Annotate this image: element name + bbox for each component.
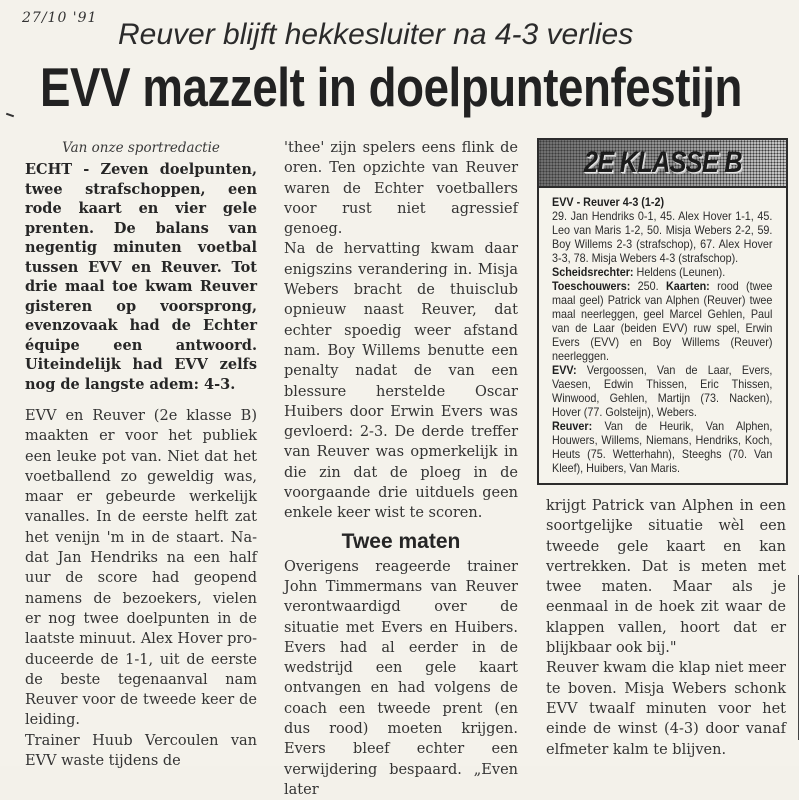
goal-list: 29. Jan Hendriks 0-1, 45. Alex Hover 1-1, 45. Leo van Maris 1-2, 50. Misja Webers 2-2, 59. Boy Willems 2-3 (strafschop), 67. Alex Hover 3-3, 78. Misja Webers 4-3 (strafschop).: [552, 210, 773, 265]
referee-label: Scheidsrechter:: [552, 266, 634, 279]
paragraph: Overigens reageerde trainer John Timmermans van Reuver verontwaardigd over de situatie met Evers en Huibers. Evers had al eerder in de wedstrijd een gele kaart ontvangen en had volgens de coach een tweede prent (en dus rood) moeten krijgen. Evers bleef echter een verwijdering bespaard. „Even later: [284, 558, 518, 798]
evv-lineup: Vergoossen, Van de Laar, Evers, Vaesen, Edwin Thissen, Eric Thissen, Winwood, Gehlen, Martijn (73. Nacken), Hover (77. Golsteijn), Webers.: [552, 364, 773, 419]
cards-value: rood (twee maal geel) Patrick van Alphen (Reuver) twee maal neerleggen, geel Marcel Gehlen, Paul van de Laar (beiden EVV) ruw spel, Erwin Evers (EVV) en Boy Willems (Reuver) neerleggen.: [552, 280, 773, 363]
box-header: [539, 140, 786, 188]
paragraph: Na de hervatting kwam daar enigszins verandering in. Misja Webers bracht de thuisclub opnieuw naast Reuver, dat echter spoedig weer afstand nam. Boy Willems benutte een penalty nadat de van een blessure herstelde Oscar Huibers door Erwin Evers was gevloerd: 2-3. De derde treffer van Reuver was opmerkelijk in die zin dat de ploeg in de voorgaande drie uitduels geen enkele keer wist te scoren.: [284, 241, 518, 522]
match-result: EVV - Reuver 4-3 (1-2): [552, 196, 665, 209]
cards-label: Kaarten:: [666, 280, 710, 293]
column-2: [284, 138, 518, 800]
referee-value: Heldens (Leunen).: [636, 266, 726, 279]
subheading: Twee maten: [341, 529, 461, 553]
kicker-headline: Reuver blijft hekkesluiter na 4-3 verlies: [118, 18, 634, 51]
box-title: 2E KLASSE B: [583, 146, 742, 179]
column-3: [546, 496, 786, 760]
paragraph: EVV en Reuver (2e klasse B) maakten er voor het publiek een leuke pot van. Niet dat het voetballend zo geweldig was, maar er gebeurde werkelijk vanalles. In de eerste helft zat het venijn 'm in de staart. Nadat Jan Hendriks na een half uur de score had geopend namens de bezoekers, vielen er nog twee doelpunten in de laatste minuut. Alex Hover produceerde de 1-1, uit de eerste de beste tegenaanval nam Reuver voor de tweede keer de leiding.: [25, 408, 257, 729]
paragraph: Reuver kwam die klap niet meer te boven. Misja Webers schonk EVV twaalf minuten voor het einde de winst (4-3) door vanaf elfmeter kalm te blijven.: [546, 660, 786, 758]
paragraph: Trainer Huub Vercoulen van EVV waste tijdens de: [25, 732, 257, 770]
box-body: [539, 188, 784, 476]
scan-mark: [6, 113, 14, 118]
spectators-value: 250.: [637, 280, 659, 293]
spectators-label: Toeschouwers:: [552, 280, 631, 293]
lead-paragraph: ECHT - Zeven doelpunten, twee strafschoppen, een rode kaart en vier gele prenten. De balans van negentig minuten voetbal tussen EVV en Reuver. Tot drie maal toe kwam Reuver gisteren op voorsprong, evenzovaak had de Echter équipe een antwoord. Uiteindelijk had EVV zelfs nog de langste adem: 4-3.: [25, 161, 257, 393]
evv-lineup-label: EVV:: [552, 364, 577, 377]
byline: Van onze sportredactie: [62, 140, 220, 156]
match-stats-box: [537, 138, 788, 485]
reuver-lineup-label: Reuver:: [552, 420, 593, 433]
column-1: [25, 138, 257, 771]
reuver-lineup: Van de Heurik, Van Alphen, Houwers, Willems, Niemans, Hendriks, Koch, Heuts (75. Wetterhahn), Steeghs (70. Van Kleef), Huibers, Van Maris.: [552, 420, 773, 475]
main-headline: EVV mazzelt in doelpuntenfestijn: [40, 56, 742, 118]
handwritten-date: 27/10 '91: [22, 10, 98, 26]
paragraph: krijgt Patrick van Alphen in een soortgelijke situatie wèl een tweede gele kaart en kan vertrekken. Dat is meten met twee maten. Maar als je eenmaal in de hoek zit waar de klappen vallen, hoort dat er blijkbaar ook bij.": [546, 498, 786, 657]
paragraph: 'thee' zijn spelers eens flink de oren. Ten opzichte van Reuver waren de Echter voetballers voor rust niet agressief genoeg.: [284, 140, 518, 238]
